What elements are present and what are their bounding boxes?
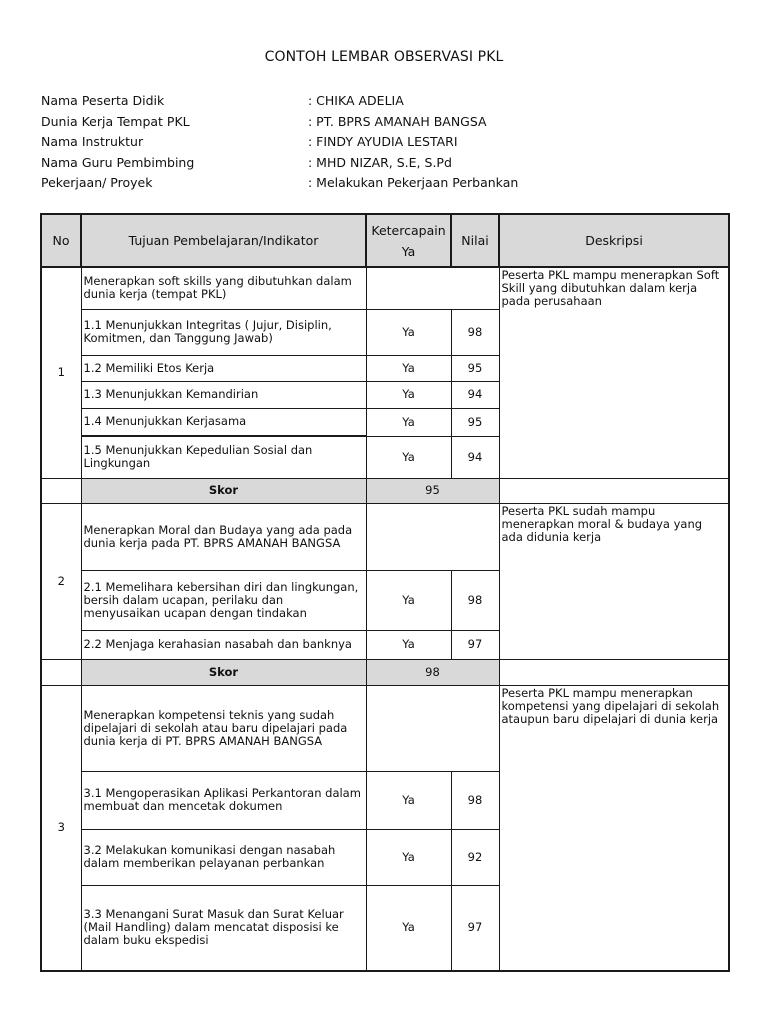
achievement-cell: Ya: [366, 771, 451, 829]
table-row: [41, 267, 729, 309]
achievement-cell: Ya: [366, 829, 451, 885]
info-label: Nama Instruktur: [41, 134, 144, 149]
table-header-row: [41, 214, 729, 267]
indicator-cell: 2.1 Memelihara kebersihan diri dan lingkungan, bersih dalam ucapan, perilaku dan menyusaikan ucapan dengan tindakan: [81, 570, 366, 630]
info-row-company: [41, 114, 641, 135]
table-row: [41, 685, 729, 771]
goal-empty-cell: [366, 267, 499, 309]
student-info: [41, 93, 641, 196]
info-row-student: [41, 93, 641, 114]
empty-cell: [499, 478, 729, 503]
achievement-cell: Ya: [366, 355, 451, 381]
score-cell: 98: [451, 309, 499, 355]
goal-cell: Menerapkan kompetensi teknis yang sudah dipelajari di sekolah atau baru dipelajari pada dunia kerja di PT. BPRS AMANAH BANGSA: [81, 685, 366, 771]
observation-table: [40, 213, 730, 972]
score-cell: 98: [451, 771, 499, 829]
score-cell: 97: [451, 885, 499, 971]
skor-value: 95: [366, 478, 499, 503]
achievement-cell: Ya: [366, 630, 451, 659]
score-summary-row: [41, 478, 729, 503]
indicator-cell: 1.1 Menunjukkan Integritas ( Jujur, Disiplin, Komitmen, dan Tanggung Jawab): [81, 309, 366, 355]
info-row-project: [41, 175, 641, 196]
achievement-cell: Ya: [366, 381, 451, 408]
header-tujuan: Tujuan Pembelajaran/Indikator: [81, 214, 366, 267]
header-nilai: Nilai: [451, 214, 499, 267]
header-deskripsi: Deskripsi: [499, 214, 729, 267]
achievement-cell: Ya: [366, 885, 451, 971]
score-cell: 95: [451, 355, 499, 381]
score-cell: 94: [451, 381, 499, 408]
empty-cell: [499, 659, 729, 685]
document-title: CONTOH LEMBAR OBSERVASI PKL: [264, 49, 504, 65]
indicator-cell: 3.3 Menangani Surat Masuk dan Surat Keluar (Mail Handling) dalam mencatat disposisi ke dalam buku ekspedisi: [81, 885, 366, 971]
info-value: : FINDY AYUDIA LESTARI: [308, 134, 458, 149]
achievement-cell: Ya: [366, 570, 451, 630]
indicator-cell: 3.1 Mengoperasikan Aplikasi Perkantoran dalam membuat dan mencetak dokumen: [81, 771, 366, 829]
score-cell: 95: [451, 408, 499, 436]
indicator-cell: 1.3 Menunjukkan Kemandirian: [81, 381, 366, 408]
empty-cell: [41, 659, 81, 685]
skor-label: Skor: [81, 659, 366, 685]
info-value: : PT. BPRS AMANAH BANGSA: [308, 113, 487, 129]
achievement-cell: Ya: [366, 436, 451, 478]
info-label: Nama Peserta Didik: [41, 93, 165, 108]
skor-value: 98: [366, 659, 499, 685]
indicator-cell: 1.4 Menunjukkan Kerjasama: [81, 408, 366, 436]
info-label: Nama Guru Pembimbing: [41, 154, 195, 170]
table-row: [41, 503, 729, 570]
score-cell: 98: [451, 570, 499, 630]
score-cell: 94: [451, 436, 499, 478]
indicator-cell: 2.2 Menjaga kerahasian nasabah dan banknya: [81, 630, 366, 659]
info-label: Pekerjaan/ Proyek: [41, 175, 153, 190]
score-cell: 92: [451, 829, 499, 885]
section-number: 2: [41, 503, 81, 659]
section-number: 3: [41, 685, 81, 971]
goal-cell: Menerapkan soft skills yang dibutuhkan dalam dunia kerja (tempat PKL): [81, 267, 366, 309]
info-row-instructor: [41, 134, 641, 155]
goal-empty-cell: [366, 685, 499, 771]
description-cell: Peserta PKL mampu menerapkan Soft Skill yang dibutuhkan dalam kerja pada perusahaan: [499, 267, 729, 478]
description-cell: Peserta PKL mampu menerapkan kompetensi yang dipelajari di sekolah ataupun baru dipelajari di dunia kerja: [499, 685, 729, 971]
skor-label: Skor: [81, 478, 366, 503]
header-ketercapaian: [366, 214, 451, 267]
achievement-cell: Ya: [366, 309, 451, 355]
indicator-cell: 1.5 Menunjukkan Kepedulian Sosial dan Lingkungan: [81, 436, 366, 478]
info-value: : CHIKA ADELIA: [308, 93, 404, 108]
indicator-cell: 1.2 Memiliki Etos Kerja: [81, 355, 366, 381]
header-no: No: [41, 214, 81, 267]
header-ketercapaian-label: Ketercapain: [371, 222, 446, 238]
empty-cell: [41, 478, 81, 503]
info-row-teacher: [41, 155, 641, 176]
info-value: : Melakukan Pekerjaan Perbankan: [308, 175, 519, 190]
score-summary-row: [41, 659, 729, 685]
score-cell: 97: [451, 630, 499, 659]
header-ketercapaian-sub: Ya: [401, 243, 416, 259]
description-cell: Peserta PKL sudah mampu menerapkan moral & budaya yang ada didunia kerja: [499, 503, 729, 659]
goal-cell: Menerapkan Moral dan Budaya yang ada pada dunia kerja pada PT. BPRS AMANAH BANGSA: [81, 503, 366, 570]
goal-empty-cell: [366, 503, 499, 570]
achievement-cell: Ya: [366, 408, 451, 436]
info-label: Dunia Kerja Tempat PKL: [41, 113, 190, 129]
section-number: 1: [41, 267, 81, 478]
info-value: : MHD NIZAR, S.E, S.Pd: [308, 154, 452, 170]
indicator-cell: 3.2 Melakukan komunikasi dengan nasabah dalam memberikan pelayanan perbankan: [81, 829, 366, 885]
